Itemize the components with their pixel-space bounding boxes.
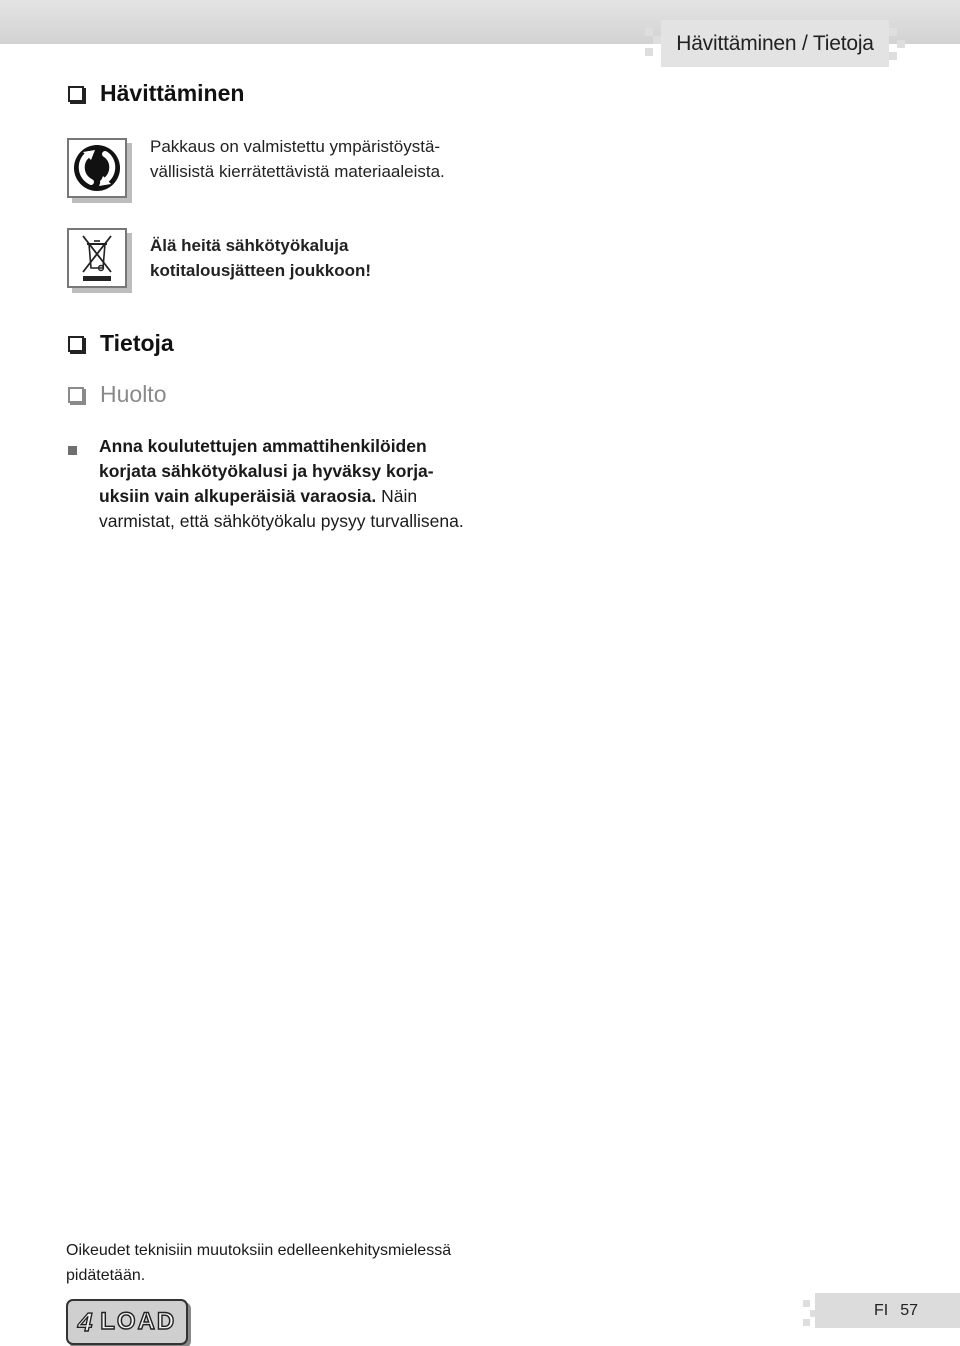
footer-decor-pixel: [803, 1319, 810, 1326]
brand-logo-word: LOAD: [100, 1308, 177, 1335]
disposal-heading: [68, 80, 244, 107]
square-bullet-icon: [68, 446, 77, 455]
page-number-box: [815, 1293, 960, 1328]
disposal-heading-text: Hävittäminen: [100, 80, 245, 106]
footer-note: [66, 1238, 486, 1288]
packaging-text: [150, 134, 445, 184]
brand-logo-number: 4: [74, 1306, 98, 1337]
header-decor-pixel: [653, 36, 661, 44]
service-text-line: [99, 484, 519, 509]
service-text: [99, 434, 519, 534]
service-text-line: Anna koulutettujen ammattihenkilöiden: [99, 436, 427, 456]
footer-note-line: Oikeudet teknisiin muutoksiin edelleenkehitysmielessä: [66, 1242, 452, 1259]
service-text-normal-segment: Näin: [376, 486, 418, 506]
checkbox-icon: [68, 336, 84, 352]
weee-text-line: Älä heitä sähkötyökaluja: [150, 236, 349, 255]
service-text-bold-segment: uksiin vain alkuperäisiä varaosia.: [99, 486, 377, 506]
header-decor-pixel: [645, 28, 653, 36]
brand-logo: [66, 1299, 188, 1345]
service-heading: [68, 381, 166, 408]
footer-note-line: pidätetään.: [66, 1267, 146, 1284]
footer-decor-pixel: [803, 1300, 810, 1307]
weee-text-line: kotitalousjätteen joukkoon!: [150, 261, 372, 280]
info-heading-text: Tietoja: [100, 330, 174, 356]
weee-text: [150, 233, 371, 283]
checkbox-icon: [68, 387, 84, 403]
header-decor-pixel: [889, 52, 897, 60]
section-title: Hävittäminen / Tietoja: [661, 20, 889, 67]
service-text-line: varmistat, että sähkötyökalu pysyy turvallisena.: [99, 511, 464, 531]
packaging-text-line: Pakkaus on valmistettu ympäristöystä-: [150, 137, 441, 156]
checkbox-icon: [68, 86, 84, 102]
header-decor-pixel: [897, 40, 905, 48]
service-heading-text: Huolto: [100, 381, 167, 407]
crossed-out-wheelie-bin-icon: [67, 228, 127, 288]
info-heading: [68, 330, 174, 357]
language-code: FI: [873, 1301, 889, 1319]
packaging-text-line: vällisistä kierrätettävistä materiaaleista.: [150, 162, 445, 181]
header-decor-pixel: [645, 48, 653, 56]
header-decor-pixel: [889, 28, 897, 36]
page-number: 57: [900, 1301, 918, 1319]
service-text-line: korjata sähkötyökalusi ja hyväksy korja-: [99, 461, 434, 481]
green-dot-recycle-icon: [67, 138, 127, 198]
